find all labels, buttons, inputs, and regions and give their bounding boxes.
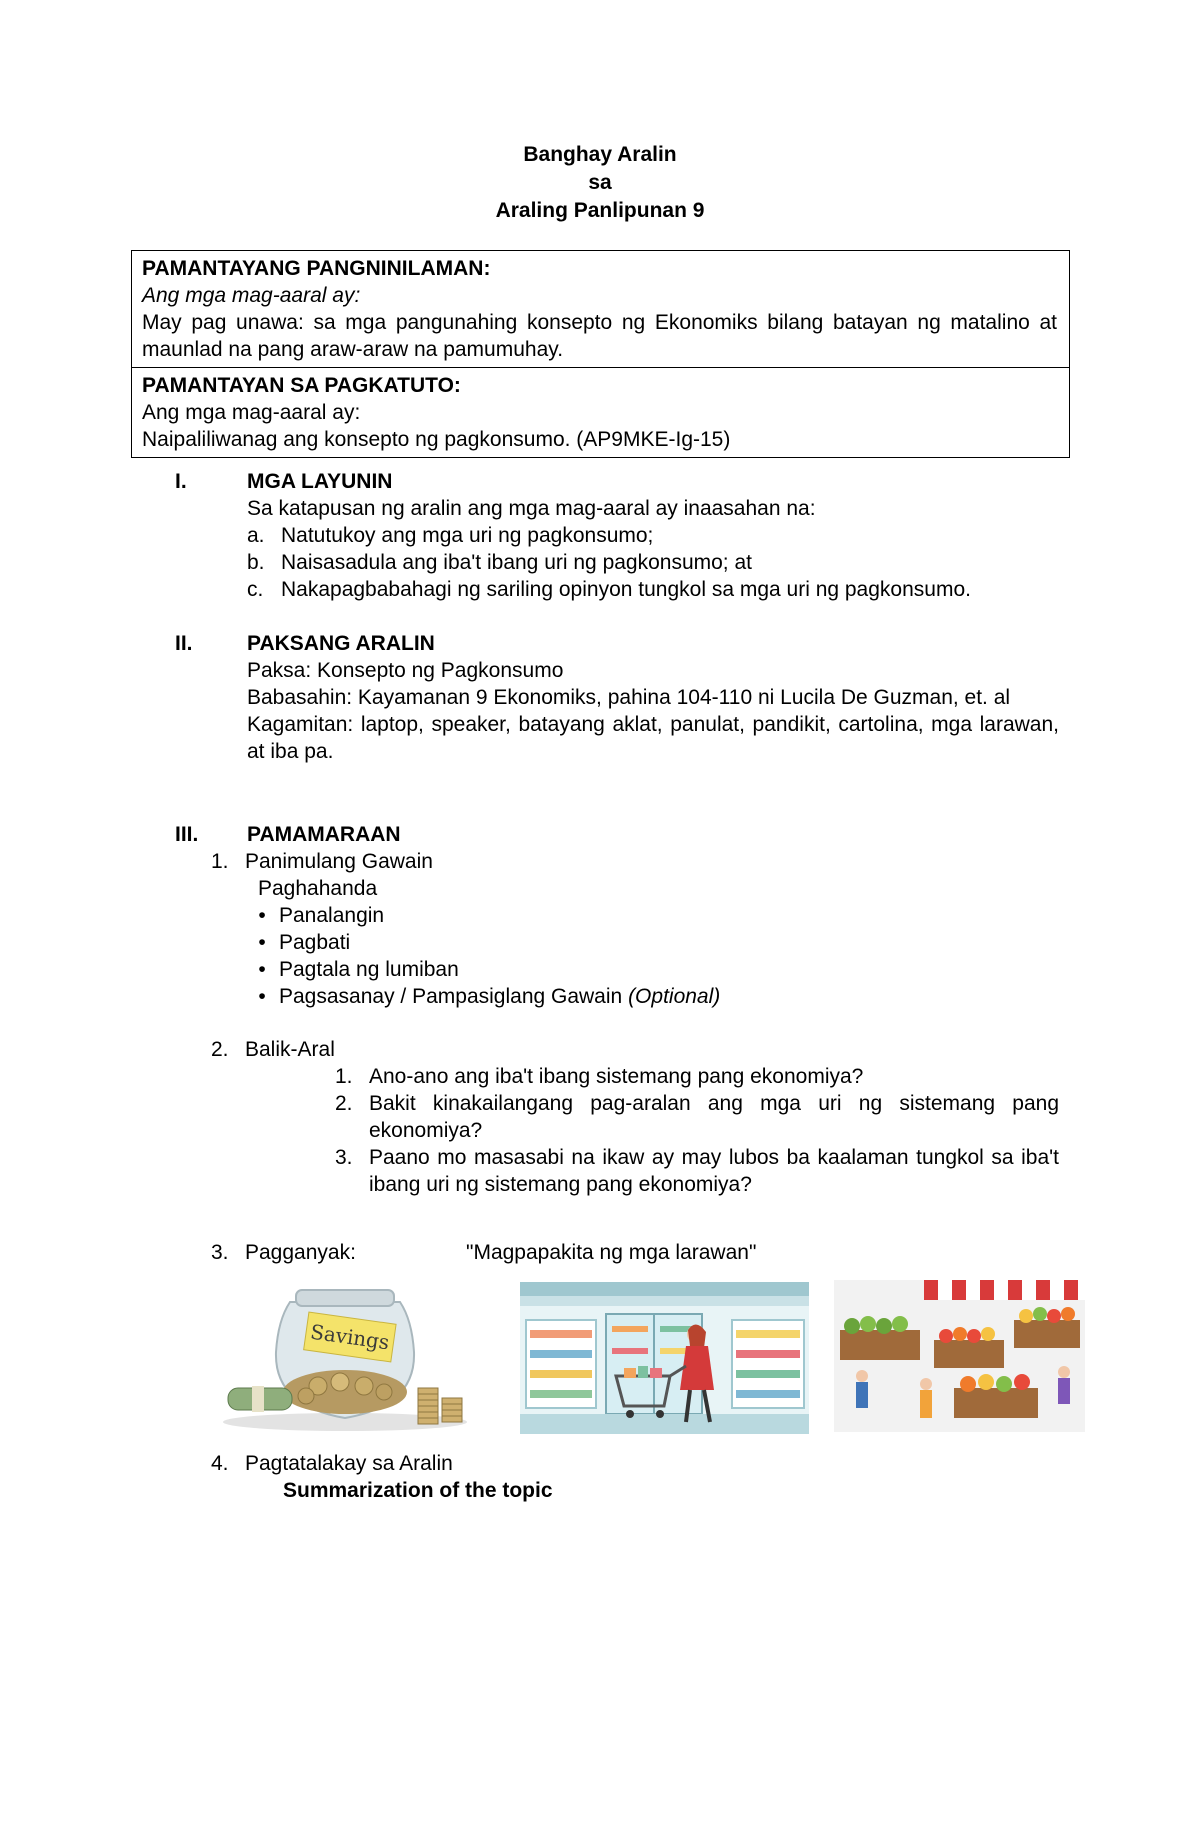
content-standard-intro: Ang mga mag-aaral ay: [142,284,361,307]
section-3-heading [247,821,1059,848]
objective-item [247,549,1059,576]
objective-text: Naisasadula ang iba't ibang uri ng pagkonsumo; at [281,551,752,574]
step-4-sub: Summarization of the topic [283,1479,553,1502]
objective-label: a. [247,524,265,547]
section-1 [247,468,1059,603]
bullet-item [245,902,1061,929]
topic-text: Paksa: Konsepto ng Pagkonsumo [247,659,564,682]
content-standard-heading: PAMANTAYANG PANGNINILAMAN: [142,257,491,280]
bullet-optional-note: (Optional) [628,985,721,1008]
step-3 [211,1239,1061,1266]
section-1-intro: Sa katapusan ng aralin ang mga mag-aaral ay inaasahan na: [247,497,816,520]
step-2-title: Balik-Aral [245,1038,335,1061]
step-1-sub: Paghahanda [258,877,378,900]
bullet-icon: • [258,958,266,981]
review-question-number: 3. [335,1146,353,1169]
bullet-item [245,929,1061,956]
savings-label-text: Savings [308,1319,391,1355]
step-1-number: 1. [211,850,229,873]
review-question [335,1063,1059,1090]
objective-text: Nakapagbabahagi ng sariling opinyon tungkol sa mga uri ng pagkonsumo. [281,578,971,601]
objective-label: b. [247,551,265,574]
content-standard [132,251,1069,367]
step-1-title: Panimulang Gawain [245,850,433,873]
materials-text: Kagamitan: laptop, speaker, batayang aklat, panulat, pandikit, cartolina, mga larawan, at iba pa. [247,713,1059,763]
step-2-number: 2. [211,1038,229,1061]
step-2 [211,1036,1061,1063]
step-3-title: Pagganyak: [245,1241,356,1264]
title-line-3: Araling Panlipunan 9 [495,199,705,222]
content-standard-text: May pag unawa: sa mga pangunahing konsepto ng Ekonomiks bilang batayan ng matalino at maunlad na pang araw-araw na pamumuhay. [142,311,1057,361]
bullet-text: Pagsasanay / Pampasiglang Gawain [279,985,623,1008]
bullet-icon: • [258,931,266,954]
performance-standard [132,367,1069,457]
review-question-text: Paano mo masasabi na ikaw ay may lubos ba kaalaman tungkol sa iba't ibang uri ng sistemang pang ekonomiya? [369,1146,1059,1196]
section-1-numeral: I. [175,470,187,493]
bullet-text: Pagbati [279,931,351,954]
performance-standard-intro: Ang mga mag-aaral ay: [142,401,361,424]
review-question-text: Ano-ano ang iba't ibang sistemang pang ekonomiya? [369,1065,864,1088]
review-questions [335,1063,1059,1198]
review-question [335,1090,1059,1144]
market-stalls-image [834,1280,1085,1432]
title-line-1: Banghay Aralin [523,143,677,166]
review-question-number: 1. [335,1065,353,1088]
section-1-heading: MGA LAYUNIN [247,470,393,493]
bullet-icon: • [258,904,266,927]
objective-item [247,576,1059,603]
section-3-heading-text: PAMAMARAAN [247,823,401,846]
bullet-item [245,956,1061,983]
step-3-number: 3. [211,1241,229,1264]
step-4-title: Pagtatalakay sa Aralin [245,1452,453,1475]
step-1 [211,848,1061,1010]
section-2-heading: PAKSANG ARALIN [247,632,435,655]
standards-table [131,250,1070,458]
title-line-2: sa [588,171,612,194]
bullet-icon: • [258,985,266,1008]
reading-text: Babasahin: Kayamanan 9 Ekonomiks, pahina 104-110 ni Lucila De Guzman, et. al [247,686,1011,709]
performance-standard-heading: PAMANTAYAN SA PAGKATUTO: [142,374,461,397]
objective-text: Natutukoy ang mga uri ng pagkonsumo; [281,524,654,547]
bullet-text: Panalangin [279,904,385,927]
review-question [335,1144,1059,1198]
objective-label: c. [247,578,264,601]
bullet-item [245,983,1061,1010]
objective-item [247,522,1059,549]
bullet-text: Pagtala ng lumiban [279,958,459,981]
supermarket-shopper-image [520,1282,809,1434]
section-2-numeral: II. [175,632,193,655]
step-4-number: 4. [211,1452,229,1475]
step-3-quote: "Magpapakita ng mga larawan" [466,1241,757,1264]
performance-standard-text: Naipaliliwanag ang konsepto ng pagkonsumo. (AP9MKE-Ig-15) [142,428,731,451]
section-2 [247,630,1059,765]
savings-jar-image [218,1280,473,1432]
step-4 [211,1450,1061,1504]
review-question-text: Bakit kinakailangang pag-aralan ang mga uri ng sistemang pang ekonomiya? [369,1092,1059,1142]
section-3-numeral: III. [175,823,199,846]
review-question-number: 2. [335,1092,353,1115]
